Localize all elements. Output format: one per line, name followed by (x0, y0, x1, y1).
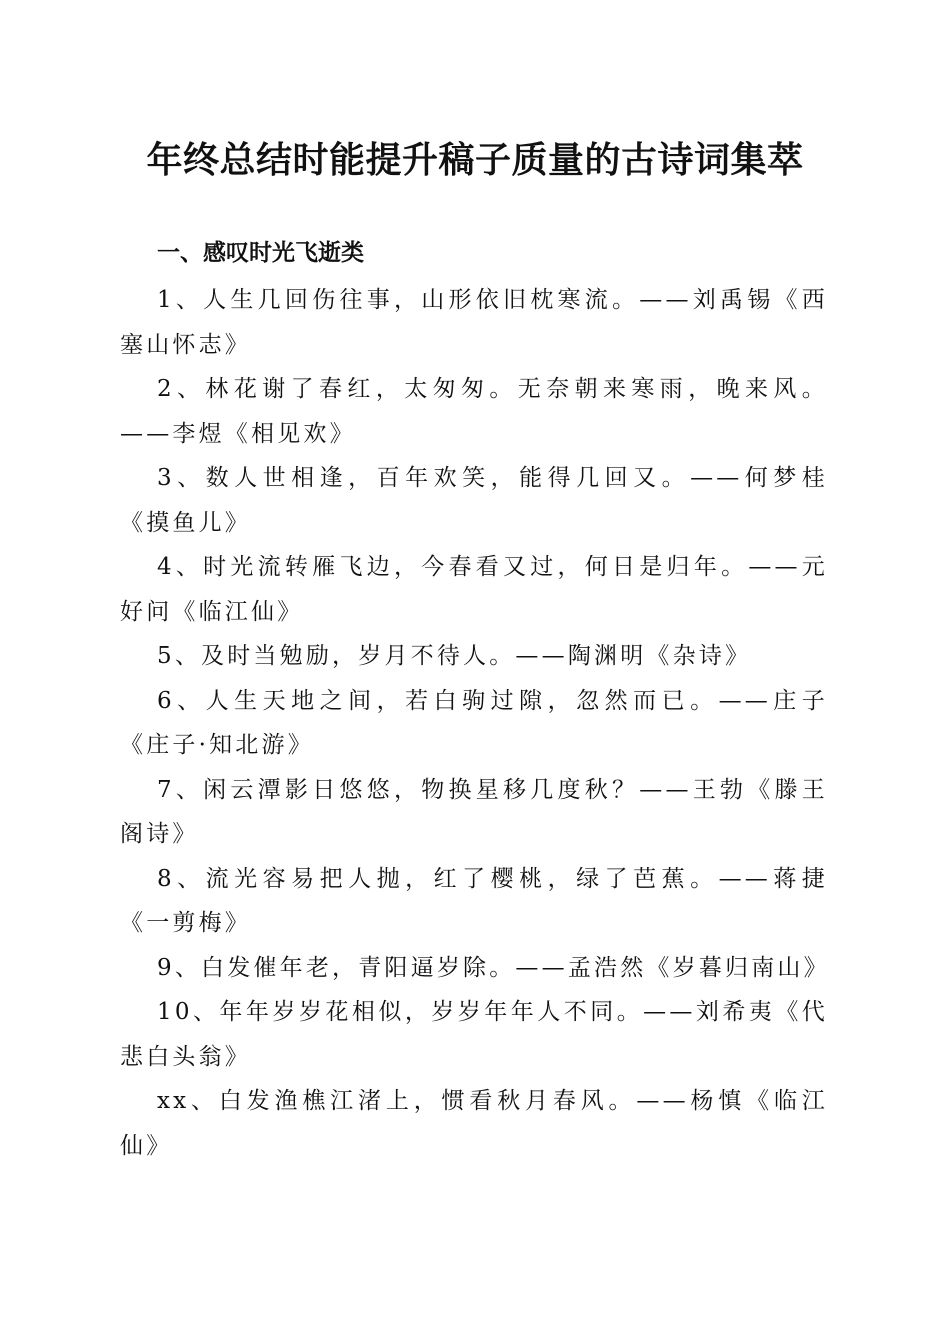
poem-quote: 9、白发催年老，青阳逼岁除。——孟浩然《岁暮归南山》 (157, 954, 830, 981)
poem-quote: xx、白发渔樵江渚上，惯看秋月春风。——杨慎《临江仙》 (120, 1088, 828, 1159)
poem-quote: 10、年年岁岁花相似，岁岁年年人不同。——刘希夷《代悲白头翁》 (120, 999, 828, 1070)
poem-quote: 8、流光容易把人抛，红了樱桃，绿了芭蕉。——蒋捷《一剪梅》 (120, 865, 828, 936)
poem-quote-list (120, 278, 828, 1168)
poem-quote: 6、人生天地之间，若白驹过隙，忽然而已。——庄子《庄子·知北游》 (120, 687, 828, 758)
poem-quote: 2、林花谢了春红，太匆匆。无奈朝来寒雨，晚来风。——李煜《相见欢》 (120, 376, 828, 447)
poem-quote: 1、人生几回伤往事，山形依旧枕寒流。——刘禹锡《西塞山怀志》 (120, 287, 828, 358)
poem-quote: 5、及时当勉励，岁月不待人。——陶渊明《杂诗》 (157, 643, 752, 669)
poem-quote: 3、数人世相逢，百年欢笑，能得几回又。——何梦桂《摸鱼儿》 (120, 465, 828, 536)
document-title: 年终总结时能提升稿子质量的古诗词集萃 (146, 139, 804, 181)
section-heading: 一、感叹时光飞逝类 (157, 240, 364, 266)
poem-quote: 7、闲云潭影日悠悠，物换星移几度秋？——王勃《滕王阁诗》 (120, 776, 828, 847)
poem-quote: 4、时光流转雁飞边，今春看又过，何日是归年。——元好问《临江仙》 (120, 554, 828, 625)
